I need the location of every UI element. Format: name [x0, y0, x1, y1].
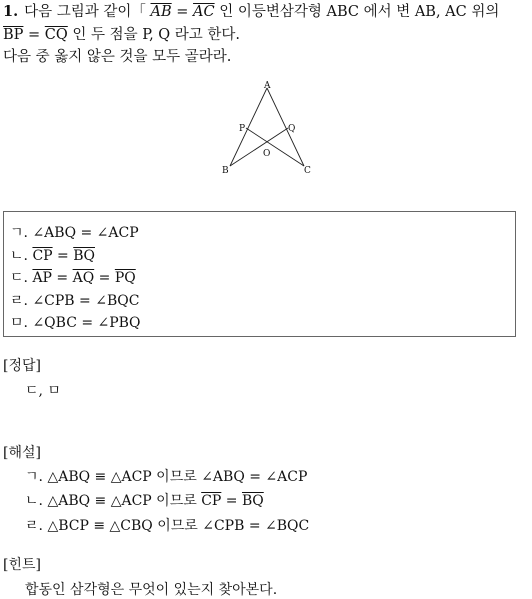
segment-bq: $\overline{BQ}$	[241, 493, 264, 509]
explanation-text: △BCP ≡ △CBQ 이므로 ∠CPB = ∠BQC	[47, 518, 310, 534]
label-b: B	[222, 166, 229, 176]
choice-mark: ㄹ.	[10, 293, 28, 309]
segment-aq: $\overline{AQ}$	[72, 270, 95, 286]
equals-sign: =	[23, 27, 45, 43]
explanation-mark: ㄱ.	[25, 469, 43, 485]
choice-mark: ㄴ.	[10, 248, 28, 264]
explanation-mark: ㄹ.	[25, 518, 43, 534]
problem-text-3: 다음 중 옳지 않은 것을 모두 골라라.	[3, 49, 232, 65]
label-c: C	[304, 166, 311, 176]
answer-header: [정답]	[3, 358, 41, 374]
segment-pq: $\overline{PQ}$	[114, 270, 136, 286]
problem-line-3	[3, 48, 231, 66]
segment-bp: $\overline{BP}$	[3, 27, 24, 43]
label-q: Q	[288, 124, 296, 134]
segment-cq: $\overline{CQ}$	[44, 27, 68, 43]
answer-text: ㄷ, ㅁ	[25, 383, 61, 399]
problem-text-1a: 다음 그림과 같이「	[24, 4, 146, 20]
choices-box	[3, 211, 516, 337]
equals-sign: =	[51, 270, 73, 286]
problem-line-2	[3, 26, 240, 44]
problem-text-1b: 인 이등변삼각형 ABC 에서 변 AB, AC 위의	[219, 4, 500, 20]
explanation-header: [해설]	[3, 445, 41, 461]
explanation-mark: ㄴ.	[25, 493, 43, 509]
problem-number: 1.	[3, 3, 19, 20]
segment-ac: $\overline{AC}$	[193, 4, 215, 20]
choice-1	[10, 222, 139, 242]
segment-ap: $\overline{AP}$	[32, 270, 52, 286]
choice-4	[10, 290, 139, 310]
equals-sign: =	[52, 248, 74, 264]
explanation-line-3	[25, 515, 309, 535]
explanation-line-1	[25, 466, 307, 486]
choice-mark: ㄱ.	[10, 225, 28, 241]
label-p: P	[239, 124, 246, 134]
segment-cp: $\overline{CP}$	[201, 493, 222, 509]
choice-2	[10, 245, 95, 265]
equals-sign: =	[171, 4, 194, 20]
choice-mark: ㅁ.	[10, 315, 28, 331]
choice-text: ∠QBC = ∠PBQ	[32, 315, 141, 331]
triangle-figure	[208, 78, 328, 188]
label-a: A	[264, 81, 271, 91]
problem-text-2: 인 두 점을 P, Q 라고 한다.	[72, 27, 241, 43]
explanation-line-2	[25, 490, 264, 510]
segment-bq: $\overline{BQ}$	[73, 248, 95, 264]
explanation-text: △ABQ ≡ △ACP 이므로 ∠ABQ = ∠ACP	[47, 469, 308, 485]
label-o: O	[263, 149, 271, 159]
problem-line-1	[3, 3, 499, 21]
choice-mark: ㄷ.	[10, 270, 28, 286]
explanation-text: △ABQ ≡ △ACP 이므로	[47, 493, 202, 509]
hint-text: 합동인 삼각형은 무엇이 있는지 찾아본다.	[25, 582, 278, 598]
choice-text: ∠ABQ = ∠ACP	[32, 225, 139, 241]
equals-sign: =	[221, 493, 242, 509]
choice-text: ∠CPB = ∠BQC	[32, 293, 140, 309]
choice-3	[10, 267, 136, 287]
segment-cp: $\overline{CP}$	[32, 248, 53, 264]
equals-sign: =	[94, 270, 115, 286]
choice-5	[10, 312, 140, 332]
hint-header: [힌트]	[3, 557, 41, 573]
segment-ab: $\overline{AB}$	[150, 4, 172, 20]
